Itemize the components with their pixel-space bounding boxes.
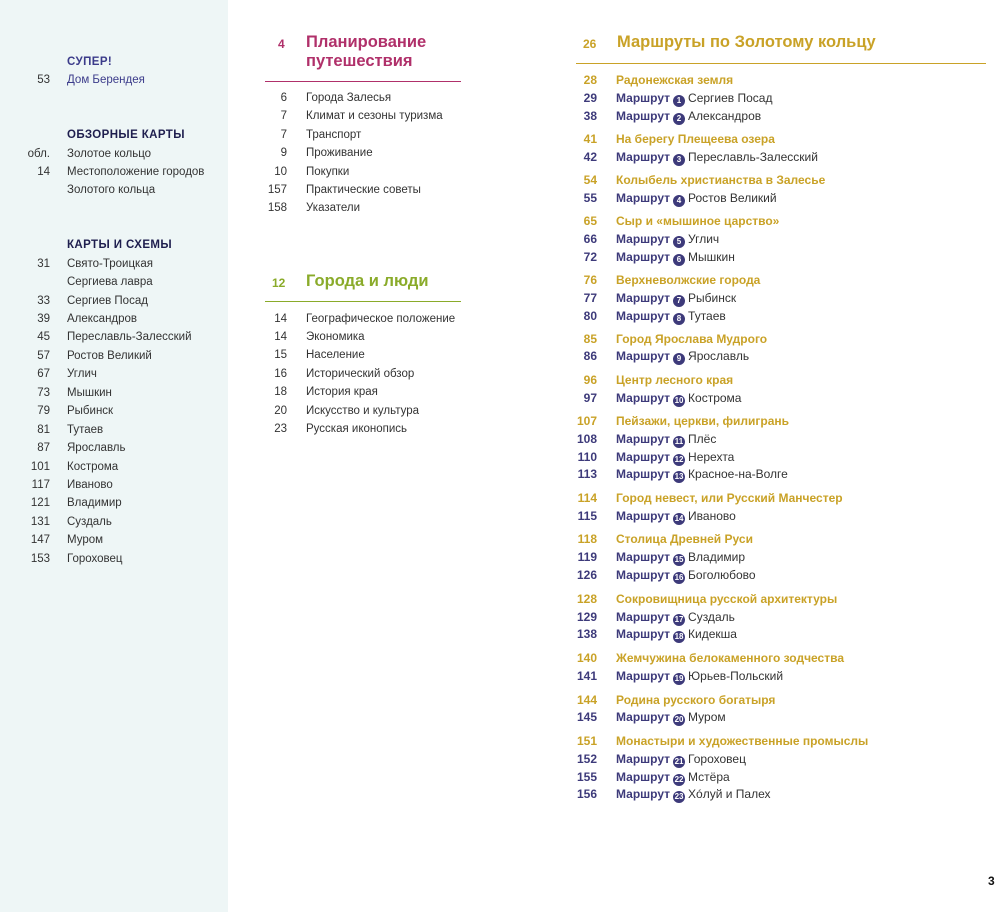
route-name: Углич bbox=[688, 232, 720, 246]
route-group-header[interactable] bbox=[576, 132, 775, 146]
route-group-title: Пейзажи, церкви, филигрань bbox=[616, 414, 790, 428]
route-row[interactable] bbox=[576, 91, 772, 106]
route-row[interactable] bbox=[576, 391, 741, 406]
cities-page: 12 bbox=[272, 276, 286, 290]
route-label: Маршрут bbox=[616, 550, 671, 564]
route-group-title: Радонежская земля bbox=[616, 73, 734, 87]
route-name: Иваново bbox=[688, 509, 736, 523]
cities-item-page: 15 bbox=[274, 349, 287, 361]
cities-title[interactable]: Города и люди bbox=[306, 272, 429, 290]
route-group-title: Монастыри и художественные промыслы bbox=[616, 734, 869, 748]
route-name: Тутаев bbox=[688, 309, 726, 323]
map-title: Рыбинск bbox=[67, 405, 114, 417]
route-label: Маршрут bbox=[616, 610, 671, 624]
cities-item[interactable] bbox=[265, 331, 365, 343]
route-label: Маршрут bbox=[616, 150, 671, 164]
route-row[interactable] bbox=[576, 550, 745, 565]
route-group-title: Верхневолжские города bbox=[616, 273, 761, 287]
route-page: 66 bbox=[583, 232, 597, 246]
map-item[interactable] bbox=[0, 368, 97, 380]
planning-divider bbox=[265, 81, 461, 82]
route-label: Маршрут bbox=[616, 710, 671, 724]
planning-title-line1: Планирование bbox=[306, 33, 427, 51]
route-number-badge: 18 bbox=[674, 632, 684, 641]
route-group-page: 85 bbox=[583, 332, 597, 346]
route-number-badge: 10 bbox=[674, 396, 684, 405]
route-row[interactable] bbox=[576, 191, 777, 206]
planning-title-line2: путешествия bbox=[306, 52, 413, 70]
route-group-header[interactable] bbox=[576, 734, 868, 748]
planning-item-page: 7 bbox=[280, 110, 287, 122]
cities-item-page: 14 bbox=[274, 331, 287, 343]
route-name: Юрьев-Польский bbox=[688, 669, 784, 683]
cities-item-title: История края bbox=[306, 386, 378, 398]
route-group-page: 144 bbox=[576, 693, 597, 707]
route-page: 141 bbox=[576, 669, 597, 683]
route-group-header[interactable] bbox=[576, 214, 779, 228]
route-row[interactable] bbox=[576, 291, 736, 306]
planning-item-page: 157 bbox=[267, 184, 287, 196]
route-group-page: 54 bbox=[583, 173, 597, 187]
route-name: Плёс bbox=[688, 432, 717, 446]
route-group-title: Жемчужина белокаменного зодчества bbox=[616, 651, 844, 665]
route-name: Гороховец bbox=[688, 752, 746, 766]
planning-item-page: 6 bbox=[280, 92, 287, 104]
map-title: Иваново bbox=[67, 479, 113, 491]
route-number-badge: 11 bbox=[674, 437, 684, 446]
route-number-badge: 15 bbox=[674, 555, 684, 564]
map-title: Ярославль bbox=[67, 442, 126, 454]
sidebar-panel bbox=[0, 0, 228, 912]
route-row[interactable] bbox=[576, 432, 716, 447]
route-name: Сергиев Посад bbox=[688, 91, 773, 105]
route-page: 126 bbox=[576, 568, 597, 582]
route-page: 97 bbox=[583, 391, 597, 405]
route-row[interactable] bbox=[576, 309, 726, 324]
route-label: Маршрут bbox=[616, 787, 671, 801]
map-title: Владимир bbox=[67, 497, 122, 509]
cities-item-page: 18 bbox=[274, 386, 287, 398]
planning-item[interactable] bbox=[265, 92, 391, 104]
overview-map-title: Местоположение городов bbox=[67, 166, 205, 178]
route-page: 42 bbox=[583, 150, 597, 164]
route-number-badge: 3 bbox=[673, 154, 685, 166]
route-label: Маршрут bbox=[616, 109, 671, 123]
cities-divider bbox=[265, 301, 461, 302]
map-page: 121 bbox=[30, 497, 50, 509]
route-row[interactable] bbox=[576, 752, 746, 767]
route-group-header[interactable] bbox=[576, 651, 844, 665]
map-page: 131 bbox=[30, 516, 50, 528]
route-label: Маршрут bbox=[616, 391, 671, 405]
route-label: Маршрут bbox=[616, 91, 671, 105]
route-group-title: Столица Древней Руси bbox=[616, 532, 753, 546]
route-row[interactable] bbox=[576, 770, 730, 785]
route-label: Маршрут bbox=[616, 770, 671, 784]
route-name: Суздаль bbox=[688, 610, 735, 624]
route-group-header[interactable] bbox=[576, 693, 775, 707]
route-number-badge: 20 bbox=[674, 715, 684, 724]
route-label: Маршрут bbox=[616, 250, 671, 264]
map-page: 67 bbox=[37, 368, 50, 380]
route-name: Хóлуй и Палех bbox=[688, 787, 771, 801]
route-group-page: 151 bbox=[576, 734, 597, 748]
route-page: 152 bbox=[576, 752, 597, 766]
route-group-title: Родина русского богатыря bbox=[616, 693, 776, 707]
map-item[interactable] bbox=[0, 405, 113, 417]
route-row[interactable] bbox=[576, 150, 818, 165]
planning-item[interactable] bbox=[265, 147, 373, 159]
route-row[interactable] bbox=[576, 627, 737, 642]
route-name: Ростов Великий bbox=[688, 191, 777, 205]
super-item-title: Дом Берендея bbox=[67, 74, 145, 86]
route-label: Маршрут bbox=[616, 450, 671, 464]
overview-map-page: обл. bbox=[27, 148, 50, 160]
route-page: 77 bbox=[583, 291, 597, 305]
route-row[interactable] bbox=[576, 710, 726, 725]
route-label: Маршрут bbox=[616, 669, 671, 683]
route-number-badge: 4 bbox=[673, 195, 685, 207]
route-number-badge: 21 bbox=[674, 757, 684, 766]
map-item[interactable] bbox=[0, 387, 112, 399]
super-item-page: 53 bbox=[37, 74, 50, 86]
route-group-header[interactable] bbox=[576, 532, 753, 546]
route-group-title: Сокровищница русской архитектуры bbox=[616, 592, 838, 606]
route-page: 72 bbox=[583, 250, 597, 264]
route-label: Маршрут bbox=[616, 467, 671, 481]
route-name: Рыбинск bbox=[688, 291, 737, 305]
cities-item[interactable] bbox=[265, 313, 455, 325]
cities-item-title: Население bbox=[306, 349, 365, 361]
route-group-title: На берегу Плещеева озера bbox=[616, 132, 775, 146]
route-name: Ярославль bbox=[688, 349, 750, 363]
planning-item-title: Практические советы bbox=[306, 184, 421, 196]
route-group-page: 76 bbox=[583, 273, 597, 287]
map-item[interactable] bbox=[0, 424, 103, 436]
map-item[interactable] bbox=[0, 497, 122, 509]
route-number-badge: 23 bbox=[674, 792, 684, 801]
map-page: 73 bbox=[37, 387, 50, 399]
route-label: Маршрут bbox=[616, 752, 671, 766]
route-page: 129 bbox=[576, 610, 597, 624]
routes-page: 26 bbox=[583, 37, 597, 51]
route-label: Маршрут bbox=[616, 291, 671, 305]
planning-item[interactable] bbox=[265, 202, 360, 214]
route-page: 110 bbox=[577, 450, 597, 464]
cities-item-page: 20 bbox=[274, 405, 287, 417]
map-item[interactable] bbox=[0, 258, 153, 270]
route-label: Маршрут bbox=[616, 232, 671, 246]
route-number-badge: 1 bbox=[673, 95, 685, 107]
route-group-title: Город Ярослава Мудрого bbox=[616, 332, 768, 346]
maps-heading: КАРТЫ И СХЕМЫ bbox=[67, 239, 173, 251]
route-group-page: 107 bbox=[576, 414, 597, 428]
route-label: Маршрут bbox=[616, 627, 671, 641]
map-title: Углич bbox=[67, 368, 97, 380]
route-row[interactable] bbox=[576, 568, 756, 583]
route-name: Владимир bbox=[688, 550, 746, 564]
map-title: Суздаль bbox=[67, 516, 112, 528]
map-item[interactable] bbox=[0, 350, 152, 362]
route-row[interactable] bbox=[576, 787, 771, 802]
route-group-header[interactable] bbox=[576, 73, 733, 87]
super-item[interactable] bbox=[0, 74, 145, 86]
route-name: Кострома bbox=[688, 391, 742, 405]
route-label: Маршрут bbox=[616, 309, 671, 323]
super-heading: СУПЕР! bbox=[67, 56, 113, 68]
map-item[interactable] bbox=[0, 479, 113, 491]
route-page: 55 bbox=[583, 191, 597, 205]
route-page: 86 bbox=[583, 349, 597, 363]
route-label: Маршрут bbox=[616, 432, 671, 446]
planning-item[interactable] bbox=[265, 129, 361, 141]
route-group-title: Город невест, или Русский Манчестер bbox=[616, 491, 843, 505]
map-title: Свято-Троицкая bbox=[67, 258, 153, 270]
overview-maps-heading: ОБЗОРНЫЕ КАРТЫ bbox=[67, 129, 185, 141]
route-page: 113 bbox=[577, 467, 597, 481]
overview-map-item[interactable] bbox=[0, 148, 151, 160]
map-title: Ростов Великий bbox=[67, 350, 152, 362]
route-number-badge: 9 bbox=[673, 353, 685, 365]
route-number-badge: 7 bbox=[673, 295, 685, 307]
map-page: 31 bbox=[37, 258, 50, 270]
map-title: Муром bbox=[67, 534, 104, 546]
route-name: Мстёра bbox=[688, 770, 730, 784]
overview-map-page: 14 bbox=[37, 166, 50, 178]
map-page: 45 bbox=[37, 331, 50, 343]
route-group-page: 140 bbox=[576, 651, 597, 665]
route-number-badge: 14 bbox=[674, 514, 684, 523]
planning-item-title: Климат и сезоны туризма bbox=[306, 110, 443, 122]
map-title: Сергиева лавра bbox=[67, 276, 153, 288]
route-label: Маршрут bbox=[616, 568, 671, 582]
planning-page: 4 bbox=[278, 37, 285, 51]
map-page: 57 bbox=[37, 350, 50, 362]
routes-divider bbox=[576, 63, 986, 64]
route-group-header[interactable] bbox=[576, 332, 767, 346]
map-item[interactable] bbox=[0, 442, 126, 454]
route-number-badge: 6 bbox=[673, 254, 685, 266]
cities-item-page: 23 bbox=[274, 423, 287, 435]
planning-item[interactable] bbox=[265, 166, 349, 178]
planning-item-title: Указатели bbox=[306, 202, 361, 214]
map-item[interactable] bbox=[0, 534, 103, 546]
cities-item-title: Русская иконопись bbox=[306, 423, 408, 435]
map-page: 87 bbox=[37, 442, 50, 454]
route-row[interactable] bbox=[576, 467, 788, 482]
route-number-badge: 19 bbox=[674, 674, 684, 683]
route-name: Мышкин bbox=[688, 250, 735, 264]
route-number-badge: 13 bbox=[674, 472, 684, 481]
route-page: 38 bbox=[583, 109, 597, 123]
route-number-badge: 8 bbox=[673, 313, 685, 325]
route-row[interactable] bbox=[576, 450, 734, 465]
map-page: 117 bbox=[31, 479, 50, 491]
route-number-badge: 5 bbox=[673, 236, 685, 248]
map-page: 147 bbox=[30, 534, 50, 546]
route-name: Боголюбово bbox=[688, 568, 756, 582]
route-page: 145 bbox=[576, 710, 597, 724]
overview-map-title: Золотое кольцо bbox=[67, 148, 152, 160]
route-number-badge: 12 bbox=[674, 455, 684, 464]
overview-map-item[interactable] bbox=[0, 166, 204, 178]
map-page: 79 bbox=[37, 405, 50, 417]
cities-item-page: 14 bbox=[274, 313, 287, 325]
route-name: Муром bbox=[688, 710, 726, 724]
route-group-page: 65 bbox=[583, 214, 597, 228]
route-name: Красное-на-Волге bbox=[688, 467, 788, 481]
planning-item-page: 9 bbox=[280, 147, 287, 159]
route-page: 155 bbox=[576, 770, 597, 784]
route-row[interactable] bbox=[576, 349, 749, 364]
cities-item[interactable] bbox=[265, 405, 419, 417]
route-page: 29 bbox=[583, 91, 597, 105]
route-name: Кидекша bbox=[688, 627, 737, 641]
route-label: Маршрут bbox=[616, 349, 671, 363]
route-group-page: 96 bbox=[583, 373, 597, 387]
cities-item-page: 16 bbox=[274, 368, 287, 380]
route-label: Маршрут bbox=[616, 191, 671, 205]
map-page: 101 bbox=[30, 461, 50, 473]
map-item[interactable] bbox=[0, 276, 153, 288]
route-group-header[interactable] bbox=[576, 373, 733, 387]
route-group-page: 128 bbox=[576, 592, 597, 606]
map-item[interactable] bbox=[0, 295, 148, 307]
cities-item[interactable] bbox=[265, 349, 365, 361]
route-name: Нерехта bbox=[688, 450, 735, 464]
route-group-header[interactable] bbox=[576, 414, 789, 428]
map-title: Гороховец bbox=[67, 553, 123, 565]
map-title: Кострома bbox=[67, 461, 119, 473]
route-group-header[interactable] bbox=[576, 173, 825, 187]
route-number-badge: 17 bbox=[674, 615, 684, 624]
route-page: 119 bbox=[577, 550, 597, 564]
map-title: Тутаев bbox=[67, 424, 104, 436]
cities-item-title: Географическое положение bbox=[306, 313, 456, 325]
route-row[interactable] bbox=[576, 250, 735, 265]
route-page: 115 bbox=[577, 509, 597, 523]
route-row[interactable] bbox=[576, 610, 735, 625]
route-row[interactable] bbox=[576, 109, 761, 124]
map-item[interactable] bbox=[0, 516, 112, 528]
map-title: Александров bbox=[67, 313, 138, 325]
route-group-title: Сыр и «мышиное царство» bbox=[616, 214, 780, 228]
page-number: 3 bbox=[988, 874, 995, 888]
route-group-page: 28 bbox=[583, 73, 597, 87]
cities-item-title: Исторический обзор bbox=[306, 368, 415, 380]
route-page: 156 bbox=[576, 787, 597, 801]
route-number-badge: 2 bbox=[673, 113, 685, 125]
map-page: 33 bbox=[37, 295, 50, 307]
map-item[interactable] bbox=[0, 331, 192, 343]
route-group-header[interactable] bbox=[576, 491, 843, 505]
cities-item-title: Искусство и культура bbox=[306, 405, 420, 417]
planning-item-page: 10 bbox=[274, 166, 287, 178]
map-page: 39 bbox=[37, 313, 50, 325]
planning-title[interactable] bbox=[306, 33, 426, 71]
route-name: Александров bbox=[688, 109, 762, 123]
route-group-page: 114 bbox=[577, 491, 597, 505]
cities-item-title: Экономика bbox=[306, 331, 365, 343]
cities-item[interactable] bbox=[265, 386, 378, 398]
route-row[interactable] bbox=[576, 232, 719, 247]
map-title: Мышкин bbox=[67, 387, 112, 399]
route-name: Переславль-Залесский bbox=[688, 150, 818, 164]
cities-item[interactable] bbox=[265, 423, 407, 435]
planning-item-title: Транспорт bbox=[306, 129, 362, 141]
route-row[interactable] bbox=[576, 509, 736, 524]
map-title: Сергиев Посад bbox=[67, 295, 148, 307]
planning-item[interactable] bbox=[265, 184, 421, 196]
map-page: 153 bbox=[30, 553, 50, 565]
map-item[interactable] bbox=[0, 553, 123, 565]
map-item[interactable] bbox=[0, 313, 137, 325]
planning-item[interactable] bbox=[265, 110, 443, 122]
planning-item-page: 158 bbox=[267, 202, 287, 214]
route-group-page: 41 bbox=[583, 132, 597, 146]
route-page: 80 bbox=[583, 309, 597, 323]
planning-item-title: Города Залесья bbox=[306, 92, 392, 104]
map-title: Переславль-Залесский bbox=[67, 331, 192, 343]
route-page: 138 bbox=[576, 627, 597, 641]
route-group-title: Колыбель христианства в Залесье bbox=[616, 173, 826, 187]
route-row[interactable] bbox=[576, 669, 783, 684]
planning-item-title: Проживание bbox=[306, 147, 373, 159]
cities-item[interactable] bbox=[265, 368, 414, 380]
route-group-title: Центр лесного края bbox=[616, 373, 734, 387]
route-page: 108 bbox=[576, 432, 597, 446]
route-group-page: 118 bbox=[577, 532, 597, 546]
planning-item-page: 7 bbox=[280, 129, 287, 141]
route-group-header[interactable] bbox=[576, 273, 760, 287]
routes-title[interactable]: Маршруты по Золотому кольцу bbox=[617, 33, 876, 51]
planning-item-title: Покупки bbox=[306, 166, 350, 178]
route-number-badge: 22 bbox=[674, 775, 684, 784]
map-page: 81 bbox=[37, 424, 50, 436]
overview-map-title: Золотого кольца bbox=[67, 184, 156, 196]
route-group-header[interactable] bbox=[576, 592, 837, 606]
route-label: Маршрут bbox=[616, 509, 671, 523]
map-item[interactable] bbox=[0, 461, 118, 473]
overview-map-item[interactable] bbox=[0, 184, 155, 196]
route-number-badge: 16 bbox=[674, 573, 684, 582]
